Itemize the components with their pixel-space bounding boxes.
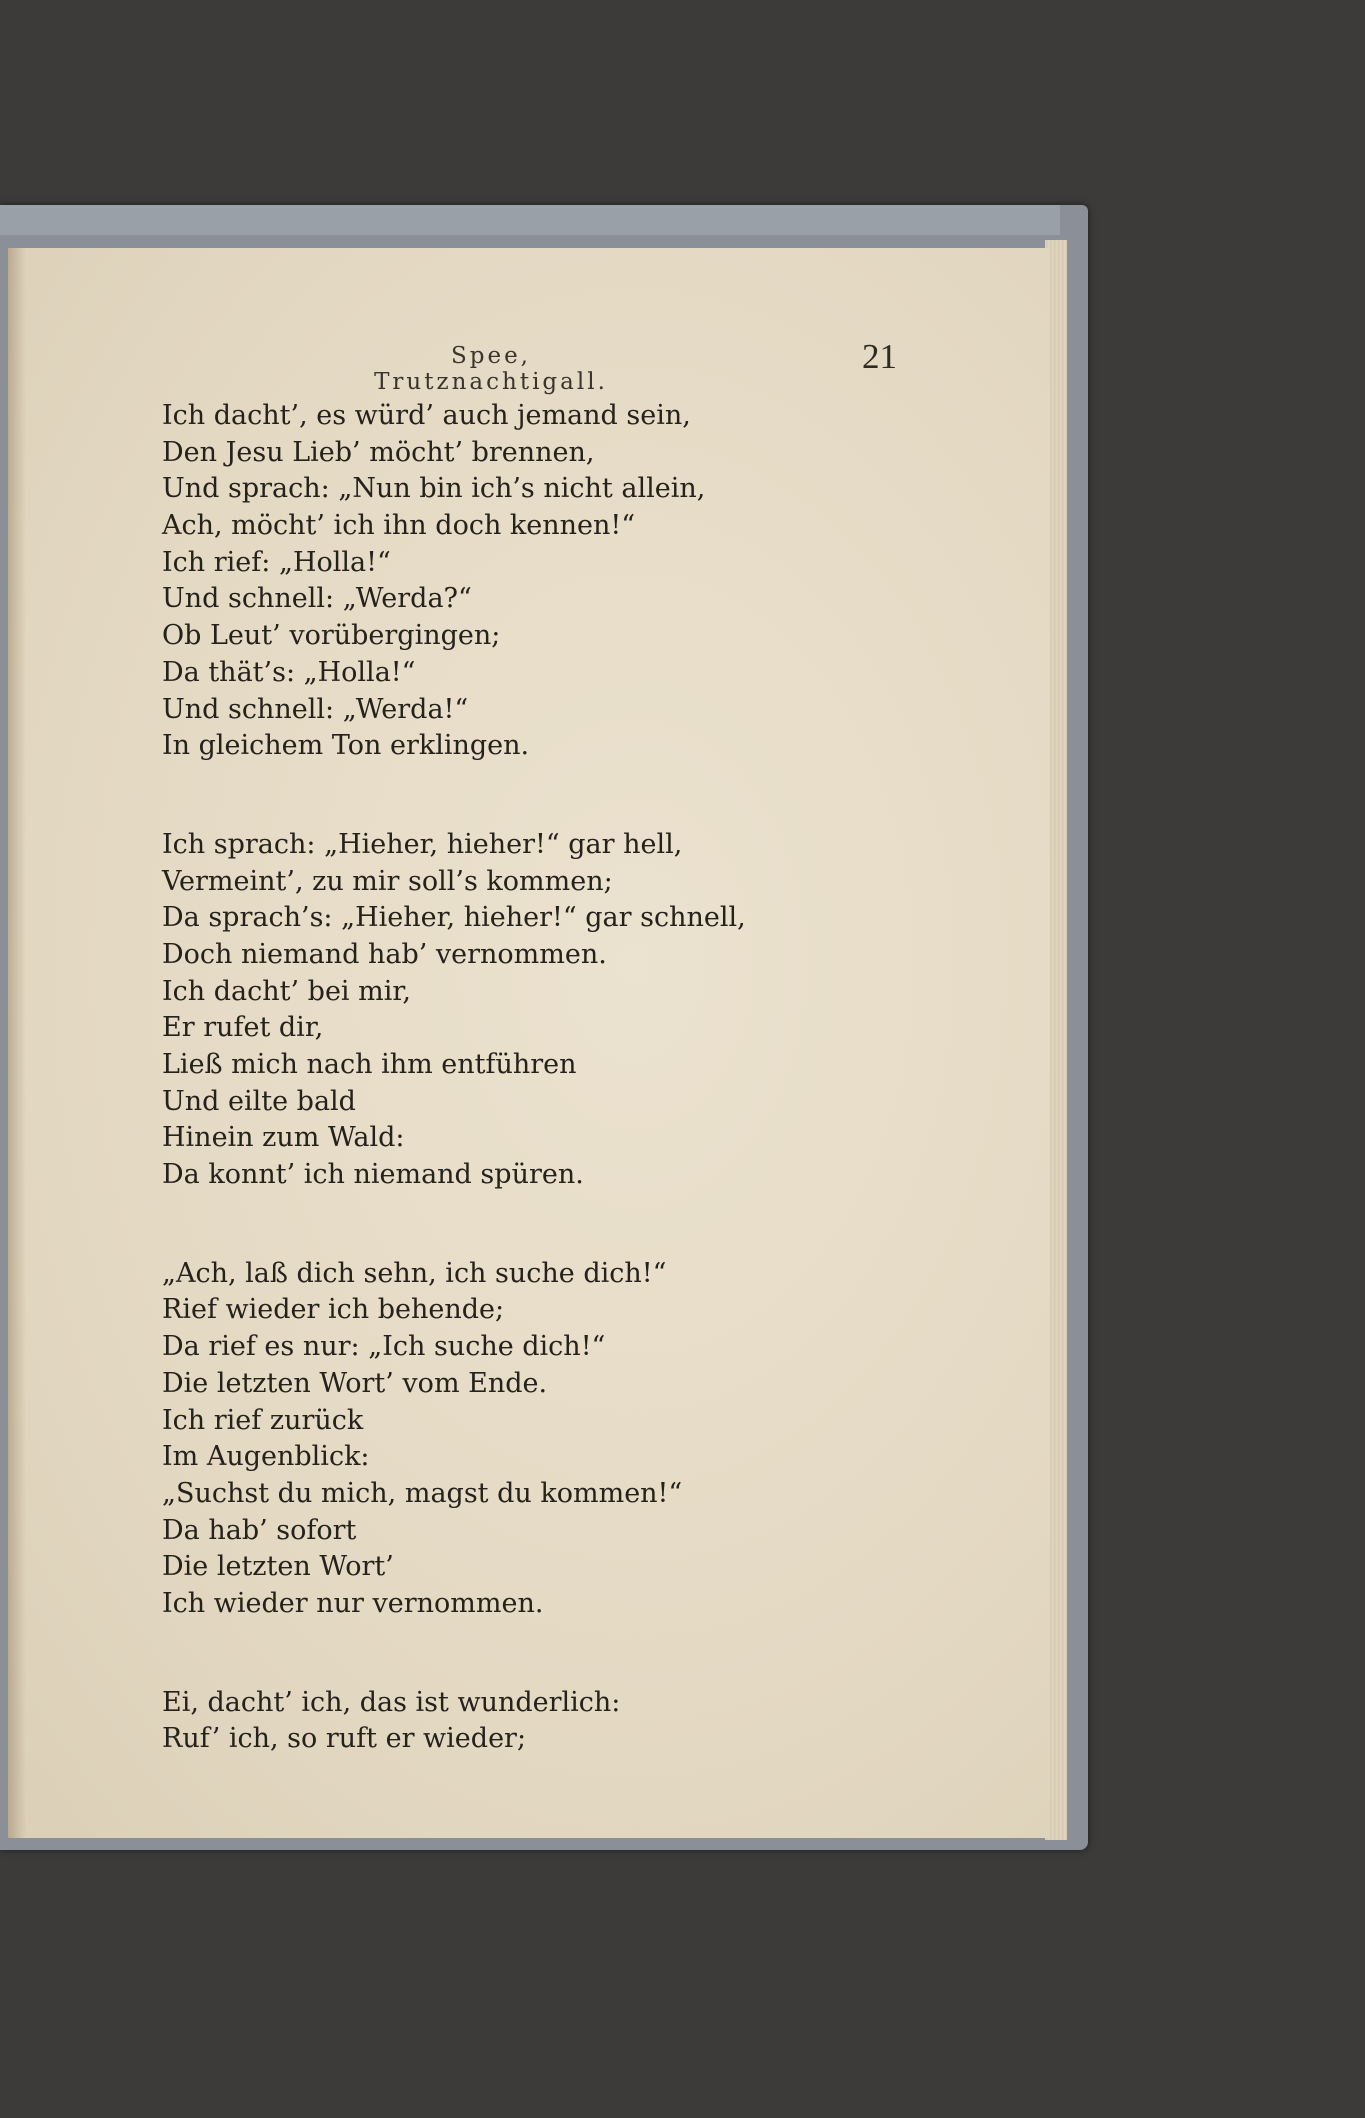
verse-line: Ich dacht’ bei mir, — [162, 975, 411, 1007]
stanza-break — [162, 1194, 862, 1256]
stanza-4 — [162, 1685, 862, 1758]
running-head: Spee, Trutznachtigall. — [374, 343, 608, 395]
verse-line: Da thät’s: „Holla!“ — [162, 656, 416, 688]
verse-line: Und schnell: „Werda?“ — [162, 583, 472, 615]
verse-line: Ließ mich nach ihm entführen — [162, 1049, 577, 1080]
verse-line: Und eilte bald — [162, 1085, 356, 1117]
poem-text — [162, 398, 862, 1758]
verse-line: Ei, dacht’ ich, das ist wunderlich: — [162, 1686, 621, 1718]
verse-line: Ich wieder nur vernommen. — [162, 1587, 544, 1619]
verse-line: Ich dacht’, es würd’ auch jemand sein, — [162, 400, 691, 431]
verse-line: Hinein zum Wald: — [162, 1122, 405, 1154]
verse-line: Ich rief: „Holla!“ — [162, 546, 391, 578]
verse-line: Da sprach’s: „Hieher, hieher!“ gar schnell, — [162, 902, 746, 934]
stanza-2 — [162, 827, 862, 1194]
verse-line: Doch niemand hab’ vernommen. — [162, 938, 607, 970]
cover-top-edge — [0, 205, 1060, 235]
stanza-break — [162, 765, 862, 827]
verse-line: Und sprach: „Nun bin ich’s nicht allein, — [162, 473, 706, 505]
stanza-1 — [162, 398, 862, 765]
verse-line: Die letzten Wort’ vom Ende. — [162, 1367, 548, 1399]
verse-line: Den Jesu Lieb’ möcht’ brennen, — [162, 436, 595, 468]
verse-line: „Ach, laß dich sehn, ich suche dich!“ — [162, 1257, 667, 1289]
verse-line: In gleichem Ton erklingen. — [162, 730, 530, 762]
verse-line: Da hab’ sofort — [162, 1514, 357, 1546]
verse-line: Ich sprach: „Hieher, hieher!“ gar hell, — [162, 828, 683, 860]
page-header — [0, 337, 1365, 395]
stanza-break — [162, 1623, 862, 1685]
stanza-3 — [162, 1256, 862, 1623]
verse-line: Ruf’ ich, so ruft er wieder; — [162, 1723, 527, 1755]
verse-line: Im Augenblick: — [162, 1441, 370, 1473]
verse-line: Ich rief zurück — [162, 1404, 364, 1436]
verse-line: Rief wieder ich behende; — [162, 1294, 505, 1326]
verse-line: Vermeint’, zu mir soll’s kommen; — [162, 865, 613, 897]
page-number: 21 — [862, 337, 897, 376]
verse-line: Und schnell: „Werda!“ — [162, 693, 469, 725]
gutter-shadow — [8, 248, 26, 1838]
verse-line: „Suchst du mich, magst du kommen!“ — [162, 1477, 683, 1509]
verse-line: Ach, möcht’ ich ihn doch kennen!“ — [162, 510, 636, 542]
verse-line: Da konnt’ ich niemand spüren. — [162, 1159, 584, 1191]
verse-line: Die letzten Wort’ — [162, 1551, 394, 1583]
verse-line: Ob Leut’ vorübergingen; — [162, 620, 501, 652]
verse-line: Er rufet dir, — [162, 1012, 324, 1044]
verse-line: Da rief es nur: „Ich suche dich!“ — [162, 1331, 606, 1363]
